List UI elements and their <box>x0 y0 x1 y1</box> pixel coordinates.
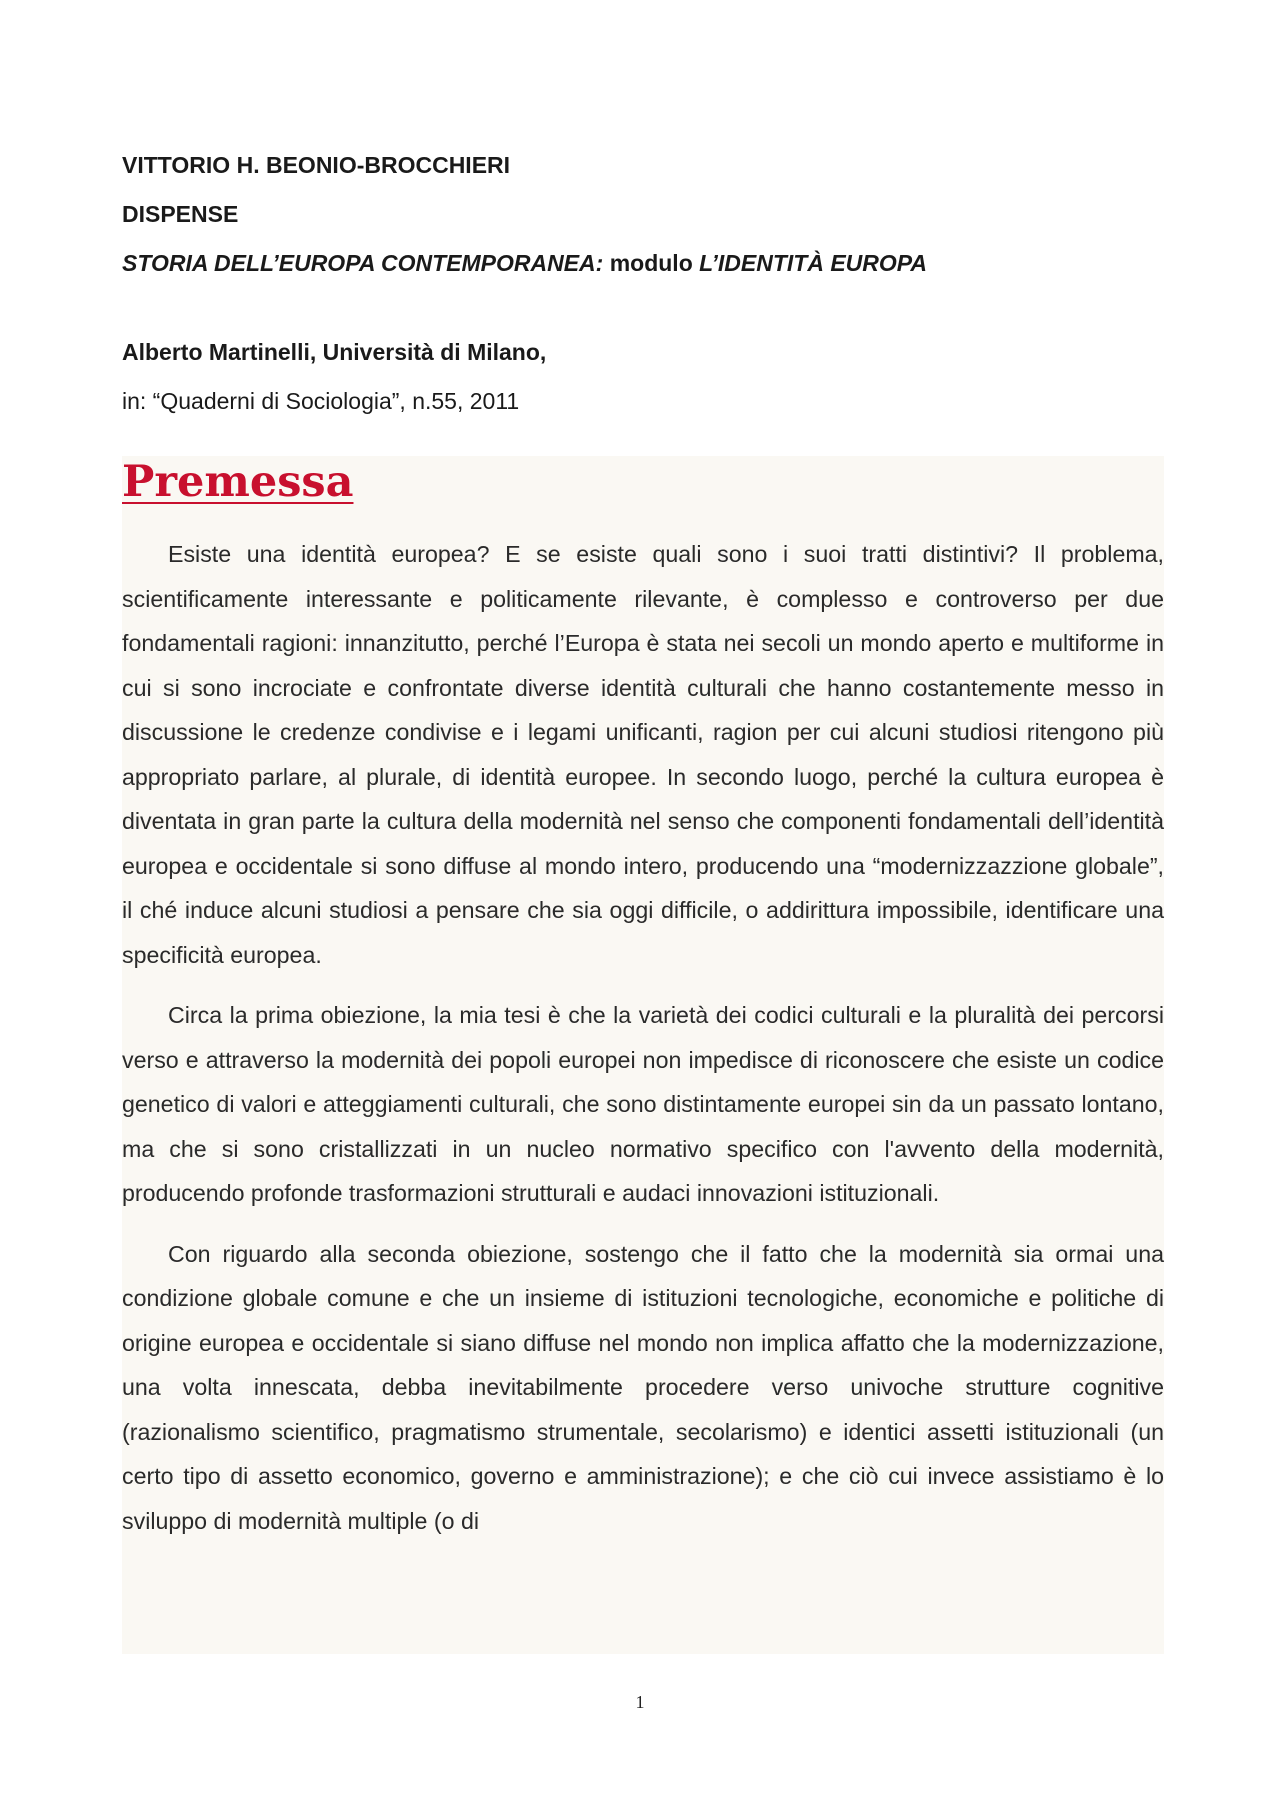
source-citation: in: “Quaderni di Sociologia”, n.55, 2011 <box>122 388 520 414</box>
source-author: Alberto Martinelli, Università di Milano, <box>122 339 547 365</box>
page-number: 1 <box>635 1692 645 1712</box>
section-body <box>122 456 1164 1654</box>
module-title: L’IDENTITÀ EUROPA <box>699 250 928 276</box>
course-title-line <box>122 250 1162 276</box>
module-word: modulo <box>603 250 700 276</box>
section-paragraphs <box>122 532 1164 1559</box>
course-title: STORIA DELL’EUROPA CONTEMPORANEA: <box>122 250 604 276</box>
document-type: DISPENSE <box>122 201 239 227</box>
paragraph-3: Con riguardo alla seconda obiezione, sostengo che il fatto che la modernità sia ormai una condizione globale comune e che un insieme di istituzioni tecnologiche, economiche e politiche di origine europea e occidentale si siano diffuse nel mondo non implica affatto che la modernizzazione, una volta innescata, debba inevitabilmente procedere verso univoche strutture cognitive (razionalismo scientifico, pragmatismo strumentale, secolarismo) e identici assetti istituzionali (un certo tipo di assetto economico, governo e amministrazione); e che ciò cui invece assistiamo è lo sviluppo di modernità multiple (o di <box>122 1240 1164 1534</box>
author-name: VITTORIO H. BEONIO-BROCCHIERI <box>122 152 511 178</box>
paragraph-2: Circa la prima obiezione, la mia tesi è che la varietà dei codici culturali e la pluralità dei percorsi verso e attraverso la modernità dei popoli europei non impedisce di riconoscere che esiste un codice genetico di valori e atteggiamenti culturali, che sono distintamente europei sin da un passato lontano, ma che si sono cristallizzati in un nucleo normativo specifico con l'avvento della modernità, producendo profonde trasformazioni strutturali e audaci innovazioni istituzionali. <box>122 1002 1164 1206</box>
document-header <box>122 152 1162 437</box>
section-title: Premessa <box>122 457 354 507</box>
paragraph-1: Esiste una identità europea? E se esiste quali sono i suoi tratti distintivi? Il problema, scientificamente interessante e politicamente rilevante, è complesso e controverso per due fondamentali ragioni: innanzitutto, perché l’Europa è stata nei secoli un mondo aperto e multiforme in cui si sono incrociate e confrontate diverse identità culturali che hanno costantemente messo in discussione le credenze condivise e i legami unificanti, ragion per cui alcuni studiosi ritengono più appropriato parlare, al plurale, di identità europee. In secondo luogo, perché la cultura europea è diventata in gran parte la cultura della modernità nel senso che componenti fondamentali dell’identità europea e occidentale si sono diffuse al mondo intero, producendo una “modernizzazzione globale”, il ché induce alcuni studiosi a pensare che sia oggi difficile, o addirittura impossibile, identificare una specificità europea. <box>122 541 1164 968</box>
